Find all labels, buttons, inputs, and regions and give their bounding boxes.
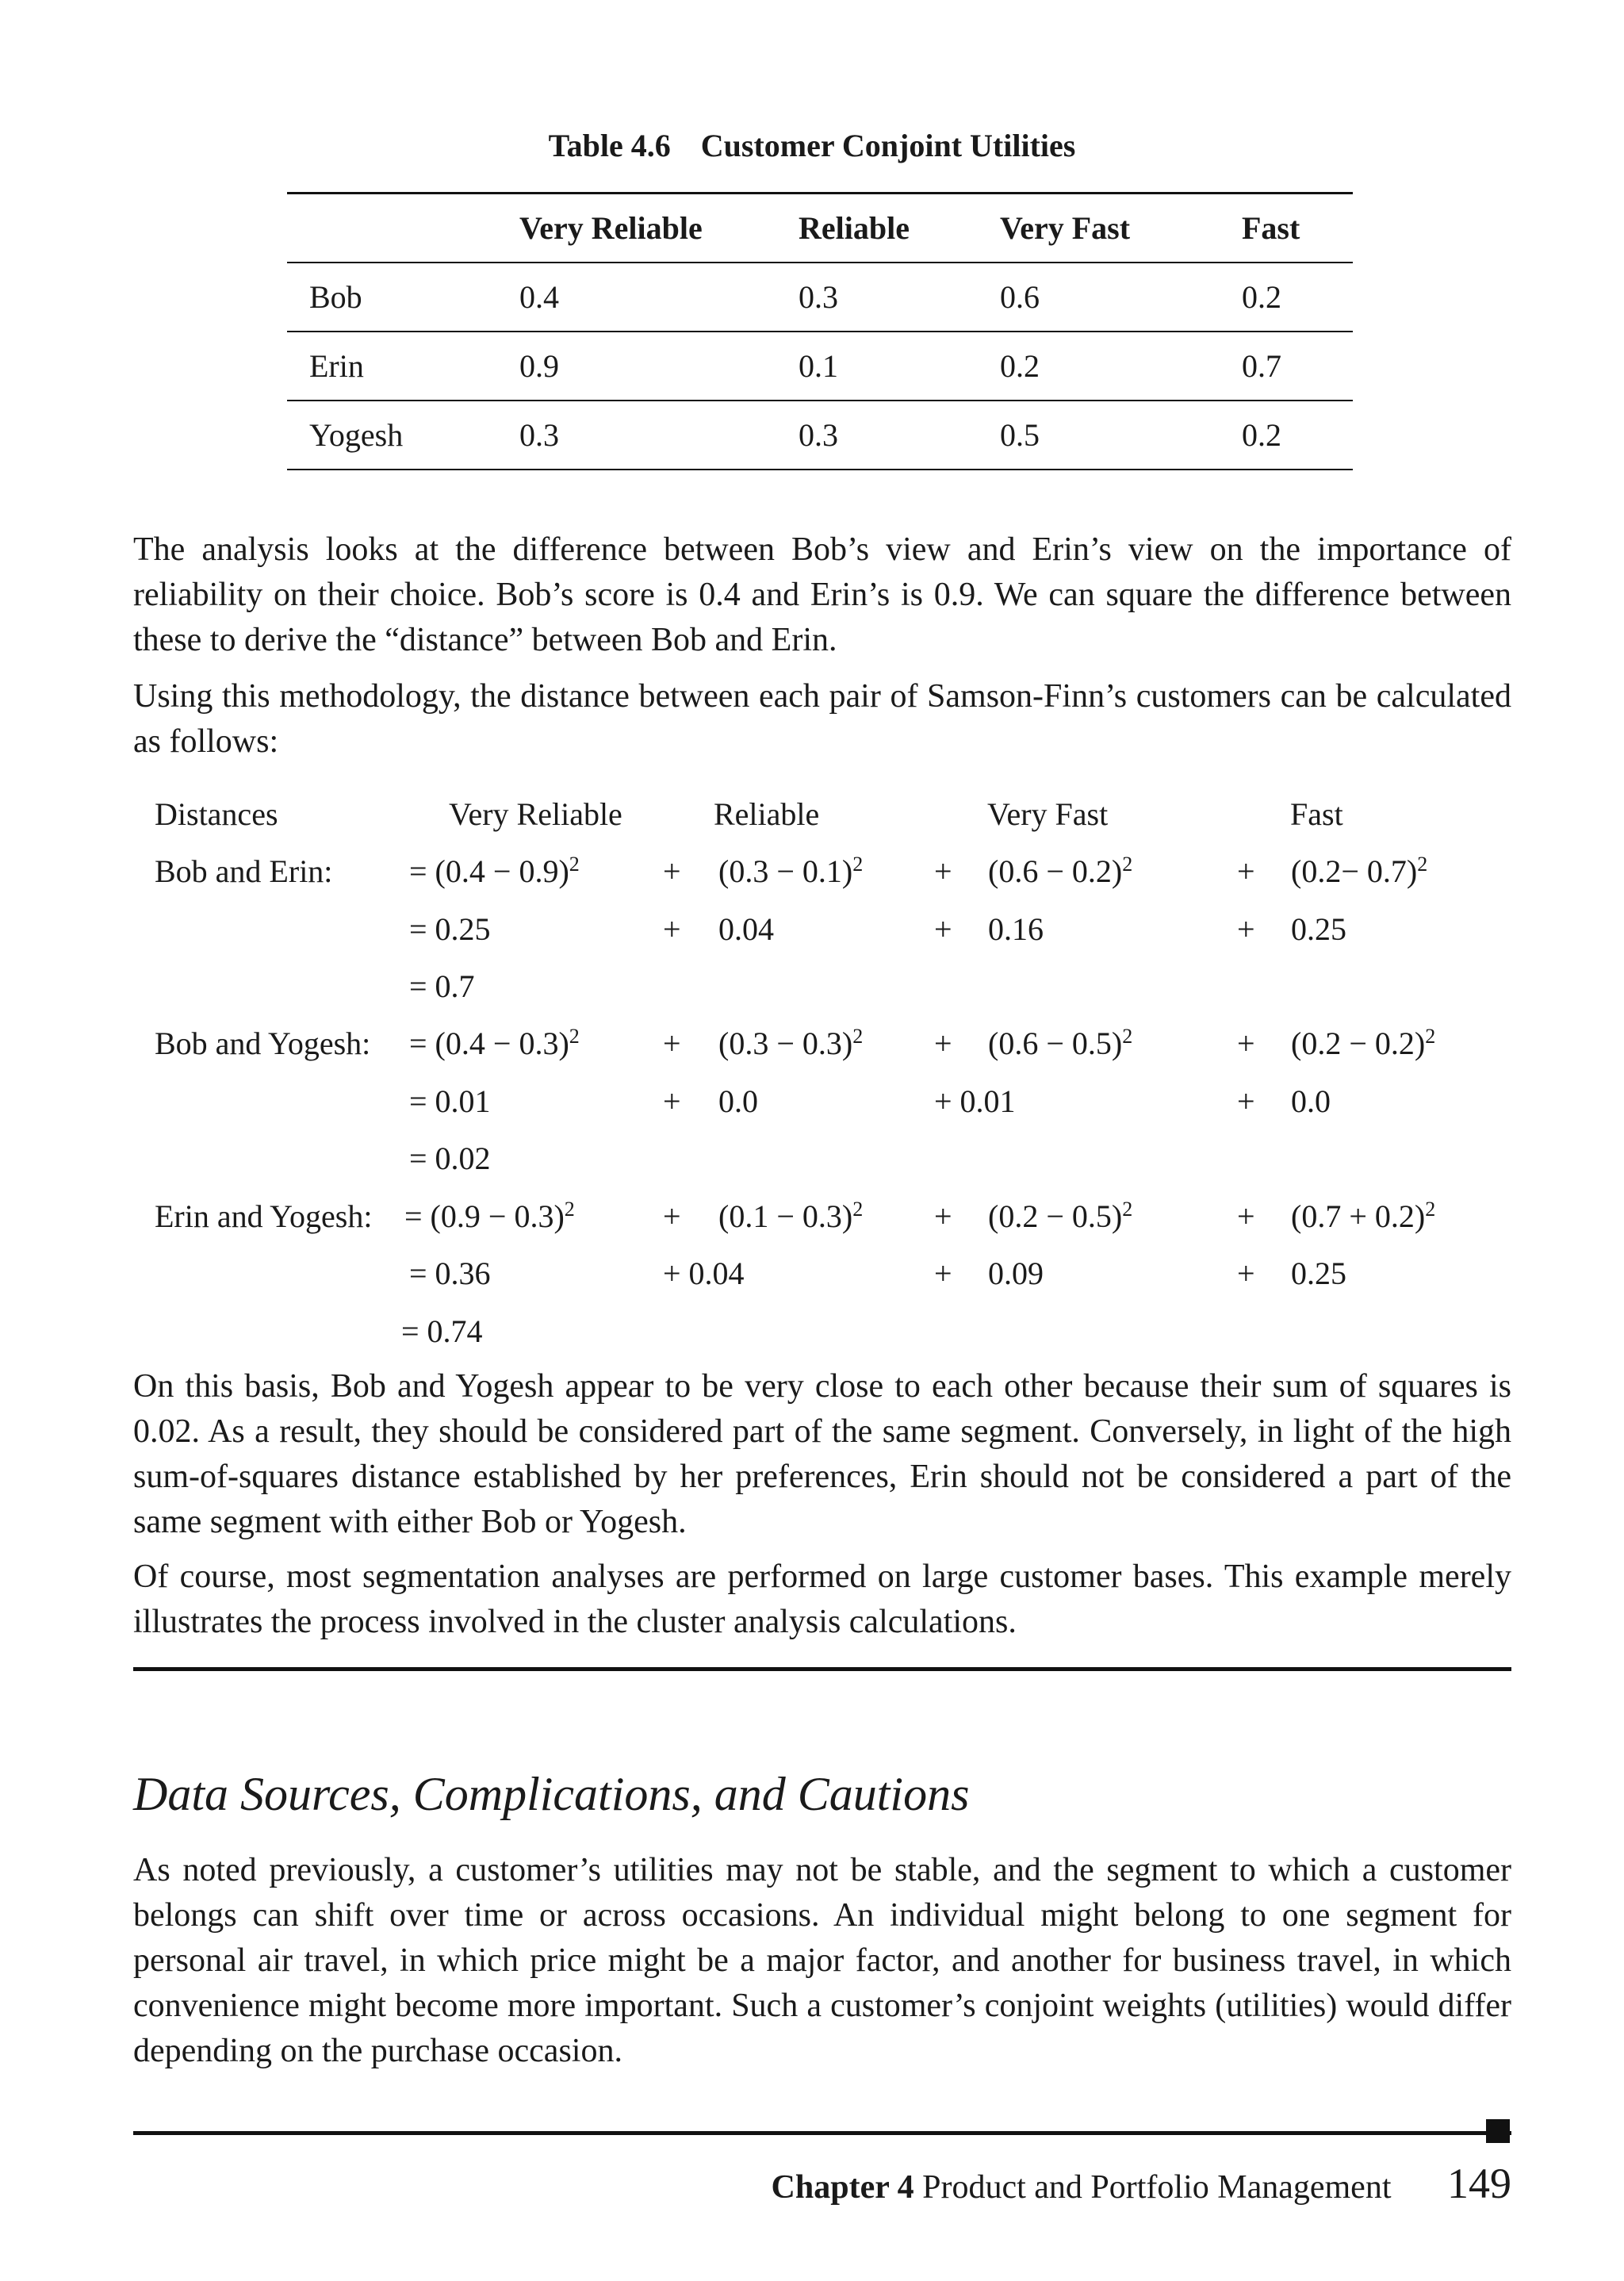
table-cell: 0.4 bbox=[519, 279, 559, 315]
calc-operator: + bbox=[663, 1025, 681, 1061]
paragraph-note: Of course, most segmentation analyses are performed on large customer bases. This example merely illustrates the process involved in the cluster analysis calculations. bbox=[133, 1558, 1511, 1640]
conjoint-utilities-table bbox=[287, 192, 1353, 470]
calc-col-header: Very Reliable bbox=[449, 796, 622, 832]
calc-sum: = 0.02 bbox=[409, 1140, 491, 1176]
chapter-number: Chapter 4 bbox=[771, 2169, 914, 2206]
calc-operator: + bbox=[663, 1198, 681, 1234]
calc-term: $(0.7 + 0.2)^2$ bbox=[1291, 1198, 1436, 1234]
table-cell: Erin bbox=[309, 348, 364, 384]
calc-operator: + bbox=[1237, 1025, 1255, 1061]
pair-label-bob-erin: Bob and Erin: bbox=[155, 853, 333, 889]
calc-operator: + bbox=[663, 911, 681, 947]
table-cell: 0.2 bbox=[1000, 348, 1040, 384]
page-number: 149 bbox=[1447, 2160, 1511, 2207]
calc-term: = $(0.9 - 0.3)^2$ bbox=[404, 1198, 575, 1234]
paragraph-data-sources: As noted previously, a customer’s utilities may not be stable, and the segment to which a customer belongs can shift over time or across occasions. An individual might belong to one segment for personal air travel, in which price might be a major factor, and another for business travel, in which convenience might become more important. Such a customer’s conjoint weights (utilities) would differ depending on the purchase occasion. bbox=[133, 1852, 1511, 2069]
header-cell: Reliable bbox=[799, 210, 910, 246]
table-caption bbox=[0, 127, 1624, 164]
calc-operator: + bbox=[934, 911, 952, 947]
table-title: Customer Conjoint Utilities bbox=[700, 128, 1076, 163]
calc-sum: = 0.74 bbox=[401, 1313, 483, 1349]
table-row bbox=[287, 263, 1353, 332]
table-cell: 0.5 bbox=[1000, 417, 1040, 453]
calc-operator: + bbox=[1237, 1083, 1255, 1119]
table-cell: 0.2 bbox=[1242, 279, 1281, 315]
table-number: Table 4.6 bbox=[548, 128, 671, 163]
table-header-row bbox=[287, 194, 1353, 263]
calc-term: $(0.6 - 0.5)^2$ bbox=[988, 1025, 1133, 1061]
table-cell: 0.2 bbox=[1242, 417, 1281, 453]
paragraph-analysis: The analysis looks at the difference between Bob’s view and Erin’s view on the importance of reliability on their choice. Bob’s score is 0.4 and Erin’s is 0.9. We can square the difference between these to derive the “distance” between Bob and Erin. bbox=[133, 531, 1511, 658]
paragraph-methodology: Using this methodology, the distance between each pair of Samson-Finn’s customers can be calculated as follows: bbox=[133, 678, 1511, 760]
calc-operator: + bbox=[663, 853, 681, 889]
footer-rule bbox=[133, 2131, 1511, 2135]
calc-operator: + bbox=[1237, 1256, 1255, 1291]
table-cell: Yogesh bbox=[309, 417, 404, 453]
calc-operator: + bbox=[1237, 1198, 1255, 1234]
calc-term: $(0.3 - 0.3)^2$ bbox=[718, 1025, 864, 1061]
calc-value: + 0.01 bbox=[934, 1083, 1016, 1119]
calc-value: 0.25 bbox=[1291, 911, 1346, 947]
calc-col-header: Reliable bbox=[714, 796, 820, 832]
table-cell: Bob bbox=[309, 279, 362, 315]
calc-operator: + bbox=[934, 1025, 952, 1061]
running-footer bbox=[772, 2159, 1511, 2208]
table-cell: 0.6 bbox=[1000, 279, 1040, 315]
calc-value: = 0.25 bbox=[409, 911, 491, 947]
table-row bbox=[287, 332, 1353, 401]
calc-operator: + bbox=[934, 1256, 952, 1291]
header-cell: Very Reliable bbox=[519, 210, 703, 246]
calc-value: 0.16 bbox=[988, 911, 1044, 947]
header-cell bbox=[287, 194, 497, 263]
calc-value: = 0.01 bbox=[409, 1083, 491, 1119]
distances-label: Distances bbox=[155, 796, 278, 832]
calc-term: $(0.3 - 0.1)^2$ bbox=[718, 853, 864, 889]
calc-value: = 0.36 bbox=[409, 1256, 491, 1291]
table-row bbox=[287, 401, 1353, 470]
calc-value: 0.04 bbox=[718, 911, 774, 947]
calc-term: $(0.2- 0.7)^2$ bbox=[1291, 853, 1428, 889]
calc-term: $(0.6 - 0.2)^2$ bbox=[988, 853, 1133, 889]
calc-sum: = 0.7 bbox=[409, 968, 475, 1004]
calc-term: = $(0.4 - 0.3)^2$ bbox=[409, 1025, 580, 1061]
calc-operator: + bbox=[934, 1198, 952, 1234]
calc-operator: + bbox=[934, 853, 952, 889]
end-square-marker bbox=[1486, 2119, 1510, 2143]
table-cell: 0.3 bbox=[799, 417, 838, 453]
calc-value: 0.25 bbox=[1291, 1256, 1346, 1291]
header-cell: Fast bbox=[1242, 210, 1300, 246]
header-cell: Very Fast bbox=[1000, 210, 1131, 246]
table-cell: 0.3 bbox=[519, 417, 559, 453]
calc-value: 0.0 bbox=[718, 1083, 758, 1119]
calc-term: $(0.2 - 0.5)^2$ bbox=[988, 1198, 1133, 1234]
calc-term: = $(0.4 - 0.9)^2$ bbox=[409, 853, 580, 889]
calc-term: $(0.2 - 0.2)^2$ bbox=[1291, 1025, 1436, 1061]
calc-col-header: Very Fast bbox=[987, 796, 1109, 832]
chapter-title: Product and Portfolio Management bbox=[922, 2169, 1392, 2206]
table-cell: 0.3 bbox=[799, 279, 838, 315]
table-cell: 0.1 bbox=[799, 348, 838, 384]
table-cell: 0.9 bbox=[519, 348, 559, 384]
calc-value: 0.0 bbox=[1291, 1083, 1331, 1119]
section-heading: Data Sources, Complications, and Cautions bbox=[133, 1768, 970, 1820]
calc-col-header: Fast bbox=[1290, 796, 1343, 832]
calc-value: + 0.04 bbox=[663, 1256, 745, 1291]
pair-label-bob-yogesh: Bob and Yogesh: bbox=[155, 1025, 371, 1061]
calc-operator: + bbox=[1237, 911, 1255, 947]
calc-value: 0.09 bbox=[988, 1256, 1044, 1291]
paragraph-conclusion: On this basis, Bob and Yogesh appear to be very close to each other because their sum of squares is 0.02. As a result, they should be considered part of the same segment. Conversely, in light of the high sum-of-squares distance established by her preferences, Erin should not be considered a part of the same segment with either Bob or Yogesh. bbox=[133, 1368, 1511, 1540]
calc-operator: + bbox=[1237, 853, 1255, 889]
calc-term: $(0.1 - 0.3)^2$ bbox=[718, 1198, 864, 1234]
table-cell: 0.7 bbox=[1242, 348, 1281, 384]
section-divider bbox=[133, 1667, 1511, 1671]
calc-operator: + bbox=[663, 1083, 681, 1119]
pair-label-erin-yogesh: Erin and Yogesh: bbox=[155, 1198, 373, 1234]
